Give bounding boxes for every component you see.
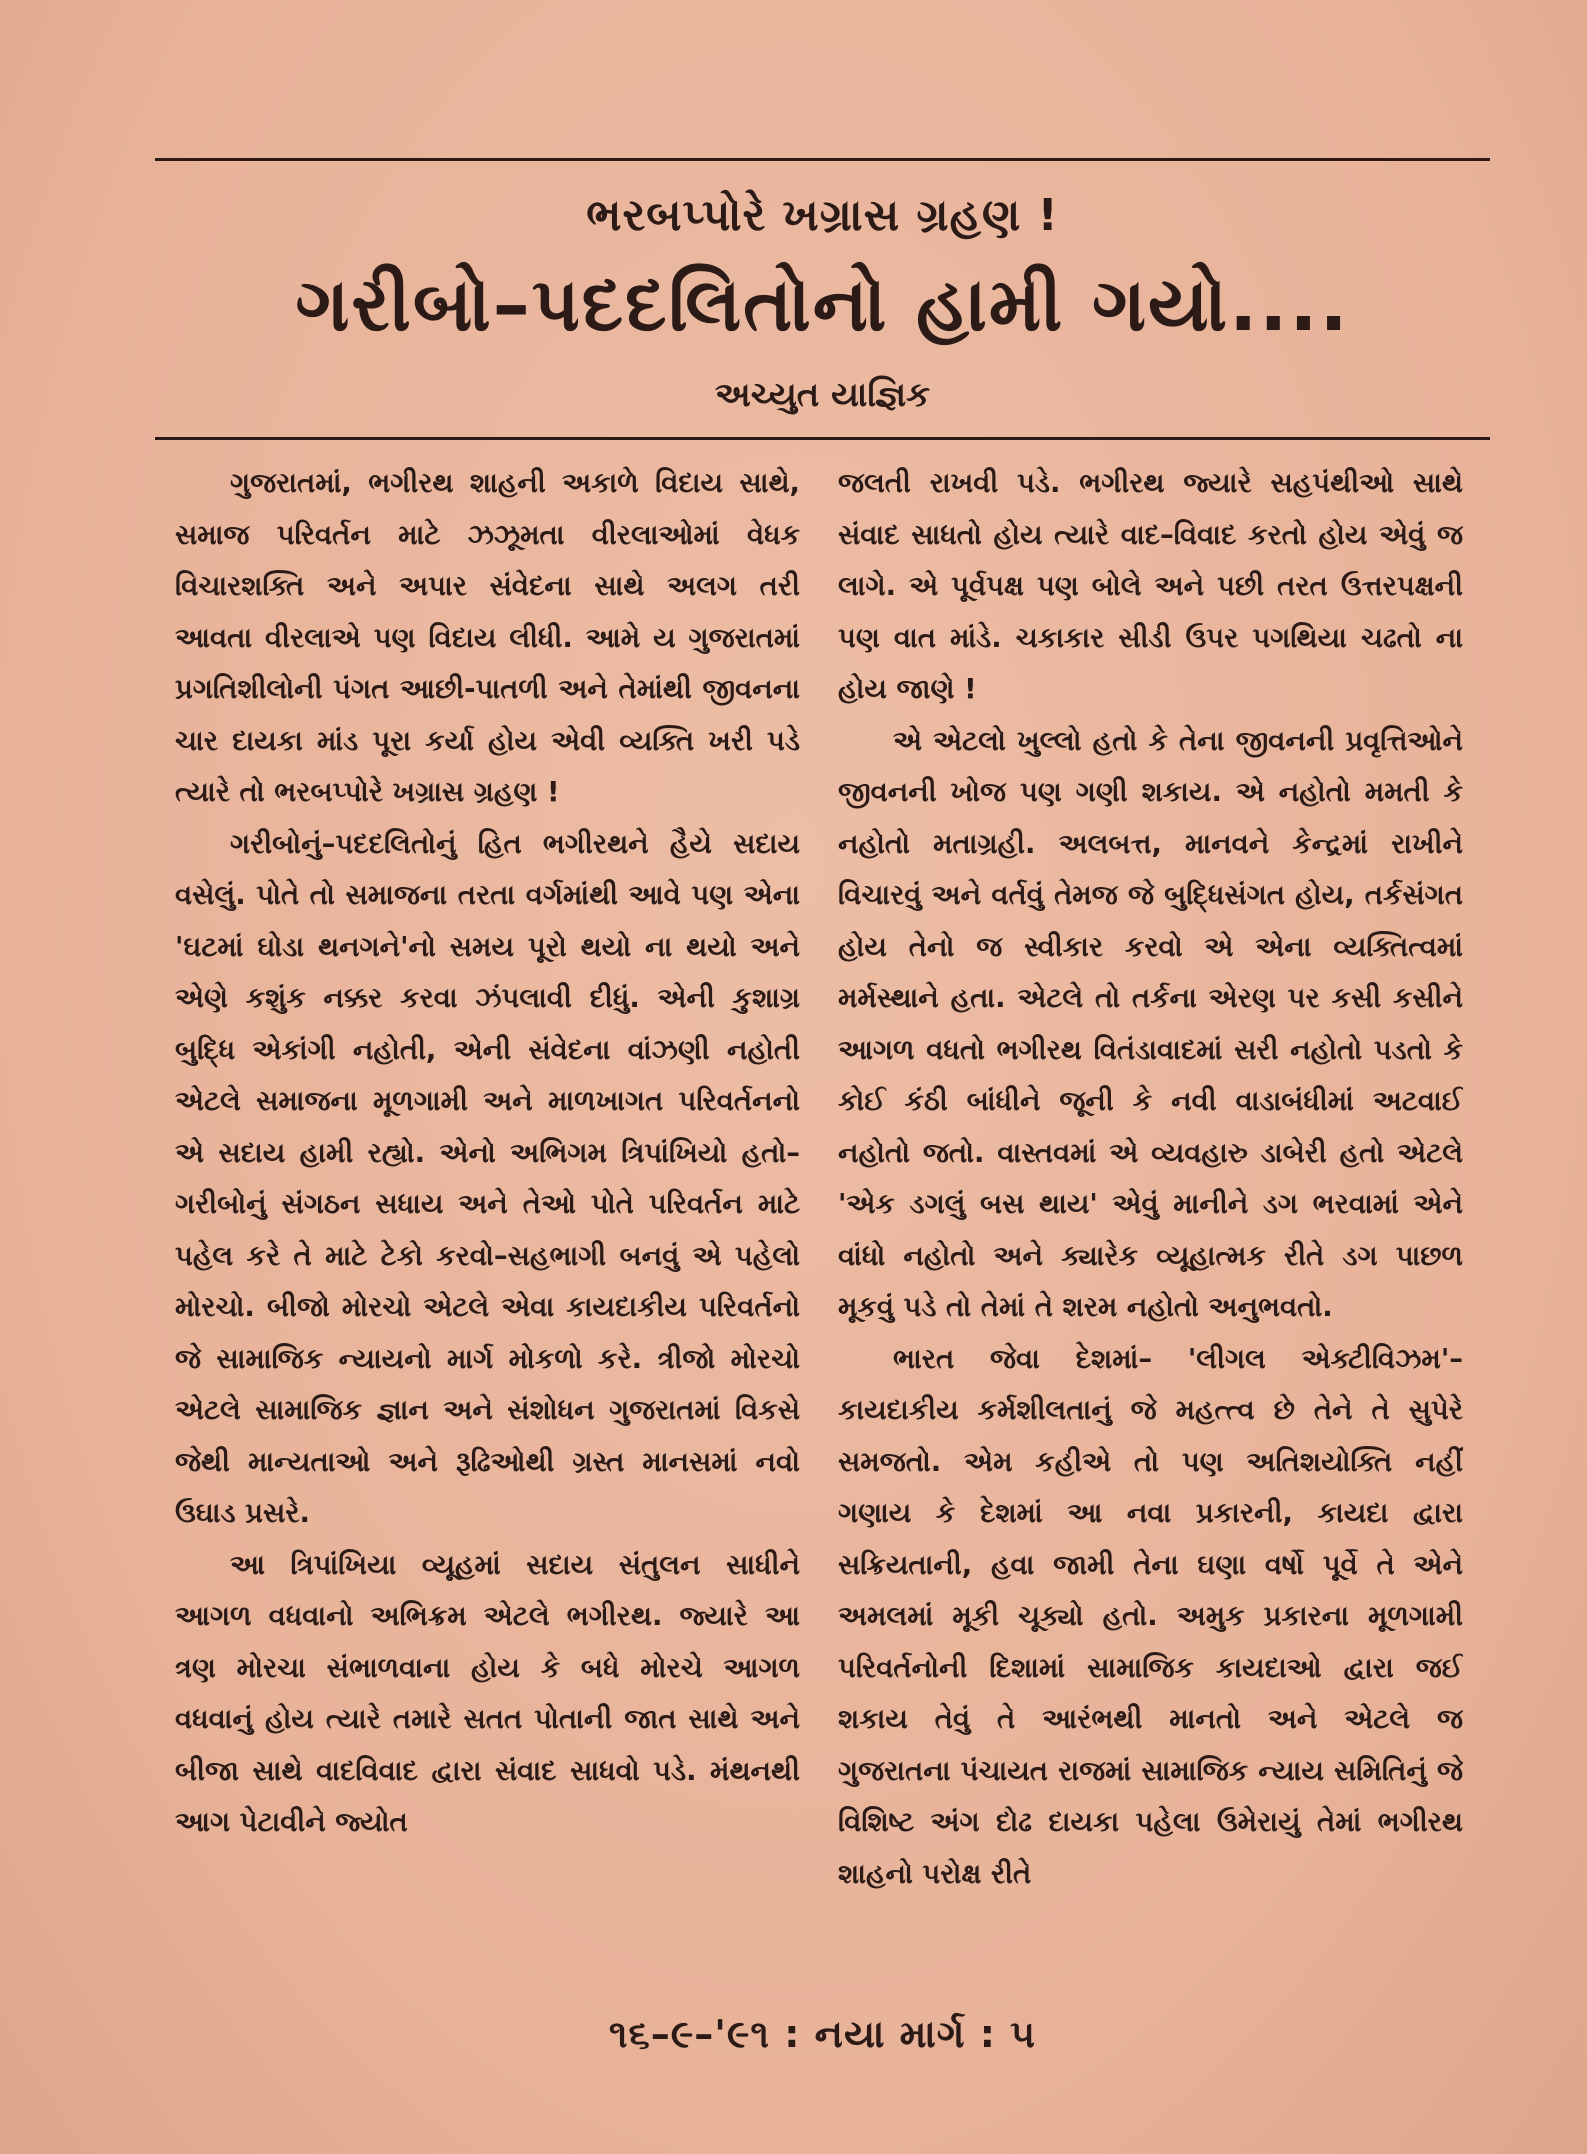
- article-headline: ગરીબો–પદદલિતોનો હામી ગયો....: [295, 262, 1350, 348]
- left-paragraph-3: આ ત્રિપાંખિયા વ્યૂહમાં સદાય સંતુલન સાધીને આગળ વધવાનો અભિક્રમ એટલે ભગીરથ. જ્યારે આ ત્રણ મોરચા સંભાળવાના હોય કે બધે મોરચે આગળ વધવાનું હોય ત્યારે તમારે સતત પોતાની જાત સાથે અને બીજા સાથે વાદવિવાદ દ્વારા સંવાદ સાધવો પડે. મંથનથી આગ પેટાવીને જ્યોત: [175, 1548, 800, 1838]
- right-paragraph-3: ભારત જેવા દેશમાં– 'લીગલ એક્ટીવિઝમ'– કાયદાકીય કર્મશીલતાનું જે મહત્ત્વ છે તેને તે સુપેરે સમજતો. એમ કહીએ તો પણ અતિશયોક્તિ નહીં ગણાય કે દેશમાં આ નવા પ્રકારની, કાયદા દ્વારા સક્રિયતાની, હવા જામી તેના ઘણા વર્ષો પૂર્વે તે એને અમલમાં મૂકી ચૂક્યો હતો. અમુક પ્રકારના મૂળગામી પરિવર્તનોની દિશામાં સામાજિક કાયદાઓ દ્વારા જઈ શકાય તેવું તે આરંભથી માનતો અને એટલે જ ગુજરાતના પંચાયત રાજમાં સામાજિક ન્યાય સમિતિનું જે વિશિષ્ટ અંગ દોઢ દાયકા પહેલા ઉમેરાયું તેમાં ભગીરથ શાહનો પરોક્ષ રીતે: [838, 1342, 1463, 1890]
- left-paragraph-2: ગરીબોનું–પદદલિતોનું હિત ભગીરથને હૈયે સદાય વસેલું. પોતે તો સમાજના તરતા વર્ગમાંથી આવે પણ એના 'ઘટમાં ઘોડા થનગને'નો સમય પૂરો થયો ના થયો અને એણે કશુંક નક્કર કરવા ઝંપલાવી દીધું. એની કુશાગ્ર બુદ્ધિ એકાંગી નહોતી, એની સંવેદના વાંઝણી નહોતી એટલે સમાજના મૂળગામી અને માળખાગત પરિવર્તનનો એ સદાય હામી રહ્યો. એનો અભિગમ ત્રિપાંખિયો હતો– ગરીબોનું સંગઠન સધાય અને તેઓ પોતે પરિવર્તન માટે પહેલ કરે તે માટે ટેકો કરવો–સહભાગી બનવું એ પહેલો મોરચો. બીજો મોરચો એટલે એવા કાયદાકીય પરિવર્તનો જે સામાજિક ન્યાયનો માર્ગ મોકળો કરે. ત્રીજો મોરચો એટલે સામાજિક જ્ઞાન અને સંશોધન ગુજરાતમાં વિકસે જેથી માન્યતાઓ અને રૂઢિઓથી ગ્રસ્ત માનસમાં નવો ઉઘાડ પ્રસરે.: [175, 827, 800, 1529]
- top-rule: [155, 158, 1490, 161]
- right-column: [838, 458, 1463, 2008]
- header-rule: [155, 437, 1490, 440]
- right-paragraph-2: એ એટલો ખુલ્લો હતો કે તેના જીવનની પ્રવૃત્તિઓને જીવનની ખોજ પણ ગણી શકાય. એ નહોતો મમતી કે નહોતો મતાગ્રહી. અલબત્ત, માનવને કેન્દ્રમાં રાખીને વિચારવું અને વર્તવું તેમજ જે બુદ્ધિસંગત હોય, તર્કસંગત હોય તેનો જ સ્વીકાર કરવો એ એના વ્યક્તિત્વમાં મર્મસ્થાને હતા. એટલે તો તર્કના એરણ પર કસી કસીને આગળ વધતો ભગીરથ વિતંડાવાદમાં સરી નહોતો પડતો કે કોઈ કંઠી બાંધીને જૂની કે નવી વાડાબંધીમાં અટવાઈ નહોતો જતો. વાસ્તવમાં એ વ્યવહારુ ડાબેરી હતો એટલે 'એક ડગલું બસ થાય' એવું માનીને ડગ ભરવામાં એને વાંધો નહોતો અને ક્યારેક વ્યૂહાત્મક રીતે ડગ પાછળ મૂકવું પડે તો તેમાં તે શરમ નહોતો અનુભવતો.: [838, 724, 1463, 1323]
- article-author: અચ્યુત યાજ્ઞિક: [714, 375, 931, 415]
- left-paragraph-1: ગુજરાતમાં, ભગીરથ શાહની અકાળે વિદાય સાથે, સમાજ પરિવર્તન માટે ઝઝૂમતા વીરલાઓમાં વેધક વિચારશક્તિ અને અપાર સંવેદના સાથે અલગ તરી આવતા વીરલાએ પણ વિદાય લીધી. આમે ય ગુજરાતમાં પ્રગતિશીલોની પંગત આછી-પાતળી અને તેમાંથી જીવનના ચાર દાયકા માંડ પૂરા કર્યા હોય એવી વ્યક્તિ ખરી પડે ત્યારે તો ભરબપ્પોરે ખગ્રાસ ગ્રહણ !: [175, 467, 800, 808]
- right-paragraph-1: જલતી રાખવી પડે. ભગીરથ જ્યારે સહપંથીઓ સાથે સંવાદ સાધતો હોય ત્યારે વાદ–વિવાદ કરતો હોય એવું જ લાગે. એ પૂર્વપક્ષ પણ બોલે અને પછી તરત ઉત્તરપક્ષની પણ વાત માંડે. ચકાકાર સીડી ઉપર પગથિયા ચઢતો ના હોય જાણે !: [838, 467, 1463, 705]
- page-footer: ૧૬–૯–'૯૧ : નયા માર્ગ : ૫: [608, 2012, 1037, 2056]
- article-kicker: ભરબપ્પોરે ખગ્રાસ ગ્રહણ !: [586, 190, 1059, 241]
- left-column: [175, 458, 800, 2008]
